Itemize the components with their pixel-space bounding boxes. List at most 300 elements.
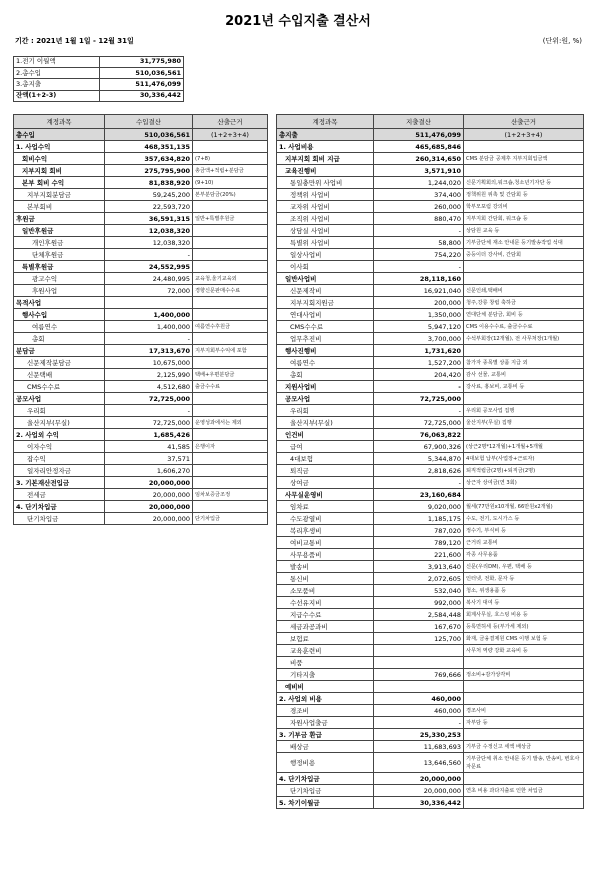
basis-cell: 신문(우리DM), 우편, 택배 등	[464, 561, 584, 573]
amount-cell: 1,685,426	[105, 429, 193, 441]
table-row	[277, 585, 584, 597]
amount-cell: 357,634,820	[105, 153, 193, 165]
basis-cell: 강사료, 홍보비, 교통비 등	[464, 381, 584, 393]
table-row	[277, 369, 584, 381]
table-row	[14, 381, 268, 393]
table-row	[277, 201, 584, 213]
table-row	[14, 201, 268, 213]
table-row	[14, 309, 268, 321]
table-row	[277, 153, 584, 165]
basis-cell: 정책위원 위촉 및 간담회 등	[464, 189, 584, 201]
account-cell: 회비수익	[14, 153, 105, 165]
basis-cell	[193, 237, 268, 249]
basis-cell	[193, 405, 268, 417]
basis-cell	[193, 501, 268, 513]
account-cell: 업무추진비	[277, 333, 374, 345]
amount-cell: 1,244,020	[374, 177, 464, 189]
table-header-row	[14, 115, 268, 129]
account-cell: 자원사업출금	[277, 717, 374, 729]
amount-cell: 260,000	[374, 201, 464, 213]
table-row	[14, 429, 268, 441]
account-cell: 세금과공과비	[277, 621, 374, 633]
amount-cell: 10,675,000	[105, 357, 193, 369]
table-row	[14, 68, 184, 79]
amount-cell: 2,818,626	[374, 465, 464, 477]
amount-cell: 221,600	[374, 549, 464, 561]
basis-cell: 정수기, 부식비 등	[464, 525, 584, 537]
basis-cell	[193, 225, 268, 237]
basis-cell	[193, 141, 268, 153]
account-cell: 지부지회지원금	[277, 297, 374, 309]
amount-cell: 20,000,000	[374, 785, 464, 797]
account-cell: 신문제작비	[277, 285, 374, 297]
amount-cell: 20,000,000	[105, 513, 193, 525]
basis-cell: 등록면허세 등(부가세 제외)	[464, 621, 584, 633]
account-cell: CMS수수료	[14, 381, 105, 393]
basis-cell: 청소, 위생용품 등	[464, 585, 584, 597]
amount-cell: 1,400,000	[105, 321, 193, 333]
amount-cell: -	[105, 405, 193, 417]
amount-cell: 25,330,253	[374, 729, 464, 741]
table-row	[14, 441, 268, 453]
amount-cell: 3,700,000	[374, 333, 464, 345]
basis-cell: 퇴직적립금(2명)+퇴직금(2명)	[464, 465, 584, 477]
basis-cell: 정소비+감가상각비	[464, 669, 584, 681]
table-row	[277, 501, 584, 513]
amount-cell: 37,571	[105, 453, 193, 465]
table-row	[277, 405, 584, 417]
basis-cell: 은행이자	[193, 441, 268, 453]
table-row	[277, 237, 584, 249]
account-cell: 교육훈련비	[277, 645, 374, 657]
table-row	[277, 273, 584, 285]
account-cell: 지부지회 회비	[14, 165, 105, 177]
basis-cell	[464, 393, 584, 405]
column-header: 산출근거	[464, 115, 584, 129]
account-cell: 교자위 사업비	[277, 201, 374, 213]
table-row	[277, 693, 584, 705]
table-row	[277, 657, 584, 669]
basis-cell: 지부지회부수익에 포함	[193, 345, 268, 357]
table-row	[277, 417, 584, 429]
amount-cell: 11,683,693	[374, 741, 464, 753]
account-cell: 2. 사업외 비용	[277, 693, 374, 705]
basis-cell: 수도, 전기, 도시가스 등	[464, 513, 584, 525]
amount-cell: -	[105, 333, 193, 345]
amount-cell: 460,000	[374, 705, 464, 717]
account-cell: 단체후원금	[14, 249, 105, 261]
account-cell: 총수입	[14, 129, 105, 141]
table-row	[277, 357, 584, 369]
table-row	[14, 501, 268, 513]
column-header: 계정과목	[277, 115, 374, 129]
table-row	[277, 633, 584, 645]
table-row	[14, 369, 268, 381]
summary-amount: 30,336,442	[100, 90, 184, 101]
amount-cell: 374,400	[374, 189, 464, 201]
basis-cell	[193, 201, 268, 213]
basis-cell: 경향신문판매수수료	[193, 285, 268, 297]
amount-cell: 30,336,442	[374, 797, 464, 809]
table-row	[277, 525, 584, 537]
basis-cell	[464, 345, 584, 357]
income-rows	[14, 129, 268, 525]
unit-text: (단위:원, %)	[542, 37, 582, 45]
basis-cell: 기부금단체 취소 안내문 등기 발송, 반송비, 변호사 자문료	[464, 753, 584, 773]
account-cell: 본부회비	[14, 201, 105, 213]
basis-cell: 본부분담금(20%)	[193, 189, 268, 201]
amount-cell: 1,527,200	[374, 357, 464, 369]
table-row	[277, 573, 584, 585]
basis-cell: 연대단체 분담금, 회비 등	[464, 309, 584, 321]
basis-cell: 여름연수후원금	[193, 321, 268, 333]
account-cell: 여름연수	[14, 321, 105, 333]
summary-label: 3.총지출	[14, 79, 100, 90]
amount-cell: 754,220	[374, 249, 464, 261]
account-cell: 후원금	[14, 213, 105, 225]
table-row	[277, 729, 584, 741]
basis-cell	[464, 141, 584, 153]
basis-cell: CMS 분담금 공제후 지부지회입금액	[464, 153, 584, 165]
table-row	[277, 645, 584, 657]
basis-cell: 감사 선물, 교통비	[464, 369, 584, 381]
account-cell: 이자수익	[14, 441, 105, 453]
table-row	[277, 285, 584, 297]
basis-cell	[193, 333, 268, 345]
table-row	[14, 57, 184, 68]
table-row	[14, 177, 268, 189]
period-text: 기간 : 2021년 1월 1일 - 12월 31일	[15, 37, 134, 45]
table-row	[277, 609, 584, 621]
account-cell: CMS수수료	[277, 321, 374, 333]
amount-cell: 72,725,000	[105, 417, 193, 429]
table-row	[277, 597, 584, 609]
column-header: 계정과목	[14, 115, 105, 129]
amount-cell: 36,591,315	[105, 213, 193, 225]
amount-cell: 16,921,040	[374, 285, 464, 297]
amount-cell: 1,350,000	[374, 309, 464, 321]
amount-cell: 532,040	[374, 585, 464, 597]
amount-cell: 9,020,000	[374, 501, 464, 513]
amount-cell: 1,606,270	[105, 465, 193, 477]
account-cell: 4대보험	[277, 453, 374, 465]
amount-cell: 12,038,320	[105, 237, 193, 249]
table-row	[14, 261, 268, 273]
amount-cell: -	[374, 261, 464, 273]
amount-cell: 5,344,870	[374, 453, 464, 465]
amount-cell: 3,913,640	[374, 561, 464, 573]
basis-cell: 상근자 상여금(연 3회)	[464, 477, 584, 489]
table-row	[277, 345, 584, 357]
account-cell: 급여	[277, 441, 374, 453]
basis-cell	[464, 273, 584, 285]
amount-cell: 20,000,000	[105, 489, 193, 501]
table-row	[277, 333, 584, 345]
amount-cell: 24,480,995	[105, 273, 193, 285]
basis-cell: (1+2+3+4)	[193, 129, 268, 141]
amount-cell: 24,552,995	[105, 261, 193, 273]
amount-cell: 5,947,120	[374, 321, 464, 333]
summary-label: 잔액(1+2-3)	[14, 90, 100, 101]
basis-cell: 임차보증금조정	[193, 489, 268, 501]
basis-cell: 총금액+적립+분담금	[193, 165, 268, 177]
account-cell: 분담금	[14, 345, 105, 357]
table-row	[14, 237, 268, 249]
amount-cell: 769,666	[374, 669, 464, 681]
basis-cell	[193, 261, 268, 273]
basis-cell	[464, 693, 584, 705]
table-row	[277, 561, 584, 573]
column-header: 산출근거	[193, 115, 268, 129]
amount-cell	[374, 657, 464, 669]
table-row	[277, 741, 584, 753]
amount-cell: 22,593,720	[105, 201, 193, 213]
table-row	[277, 681, 584, 693]
table-row	[277, 465, 584, 477]
basis-cell	[464, 729, 584, 741]
basis-cell	[464, 261, 584, 273]
basis-cell: 회계사무실, 호스팅 비용 등	[464, 609, 584, 621]
table-row	[14, 453, 268, 465]
table-row	[14, 249, 268, 261]
amount-cell: 510,036,561	[105, 129, 193, 141]
table-row	[277, 189, 584, 201]
amount-cell: -	[374, 381, 464, 393]
table-row	[14, 285, 268, 297]
account-cell: 본부 회비 수익	[14, 177, 105, 189]
amount-cell: -	[374, 717, 464, 729]
basis-cell	[193, 465, 268, 477]
account-cell: 행사진행비	[277, 345, 374, 357]
account-cell: 통신비	[277, 573, 374, 585]
basis-cell: 신문인쇄,택배비	[464, 285, 584, 297]
amount-cell: 2,584,448	[374, 609, 464, 621]
table-row	[14, 489, 268, 501]
account-cell: 지부지회분담금	[14, 189, 105, 201]
table-row	[277, 309, 584, 321]
table-row	[277, 537, 584, 549]
amount-cell: 23,160,684	[374, 489, 464, 501]
account-cell: 조직위 사업비	[277, 213, 374, 225]
account-cell: 일자리안정자금	[14, 465, 105, 477]
basis-cell: 택배+우편분담금	[193, 369, 268, 381]
table-row	[14, 393, 268, 405]
account-cell: 예비비	[277, 681, 374, 693]
basis-cell	[193, 309, 268, 321]
amount-cell: -	[374, 225, 464, 237]
basis-cell: 월세(77만원x10개월, 66만원x2개월)	[464, 501, 584, 513]
account-cell: 특별위 사업비	[277, 237, 374, 249]
table-row	[14, 333, 268, 345]
amount-cell: -	[374, 477, 464, 489]
basis-cell: 기부금단체 재소 안내문 등기발송작업 석대	[464, 237, 584, 249]
basis-cell: 연초 비용 과다지출로 인한 차입금	[464, 785, 584, 797]
table-row	[277, 321, 584, 333]
account-cell: 경조비	[277, 705, 374, 717]
account-cell: 지부지회 회비 지급	[277, 153, 374, 165]
basis-cell: 복사기 대여 등	[464, 597, 584, 609]
amount-cell: 880,470	[374, 213, 464, 225]
amount-cell: 260,314,650	[374, 153, 464, 165]
basis-cell: 교육청,울기교육외	[193, 273, 268, 285]
account-cell: 보험료	[277, 633, 374, 645]
table-row	[277, 797, 584, 809]
table-row	[277, 429, 584, 441]
account-cell: 통일충만위 사업비	[277, 177, 374, 189]
basis-cell	[464, 657, 584, 669]
account-cell: 2. 사업외 수익	[14, 429, 105, 441]
amount-cell: 81,838,920	[105, 177, 193, 189]
account-cell: 여름연수	[277, 357, 374, 369]
page-title: 2021년 수입지출 결산서	[225, 14, 371, 29]
column-header: 지출결산	[374, 115, 464, 129]
basis-cell: 경조사비	[464, 705, 584, 717]
basis-cell: 단기차입금	[193, 513, 268, 525]
table-row	[277, 129, 584, 141]
table-row	[14, 357, 268, 369]
account-cell: 잡수익	[14, 453, 105, 465]
amount-cell: 511,476,099	[374, 129, 464, 141]
account-cell: 신문택배	[14, 369, 105, 381]
amount-cell: 72,725,000	[374, 417, 464, 429]
basis-cell	[464, 773, 584, 785]
amount-cell: 72,000	[105, 285, 193, 297]
account-cell: 공모사업	[14, 393, 105, 405]
amount-cell: 275,795,900	[105, 165, 193, 177]
basis-cell: 중등이더 강사비, 간담회	[464, 249, 584, 261]
table-row	[14, 513, 268, 525]
amount-cell: 787,020	[374, 525, 464, 537]
account-cell: 단기차입금	[277, 785, 374, 797]
table-row	[14, 465, 268, 477]
table-row	[14, 90, 184, 101]
account-cell: 3. 기본재산전입금	[14, 477, 105, 489]
amount-cell: 76,063,822	[374, 429, 464, 441]
basis-cell: 참가자 종목별 상품 지급 외	[464, 357, 584, 369]
account-cell: 퇴직금	[277, 465, 374, 477]
account-cell: 인건비	[277, 429, 374, 441]
table-row	[277, 477, 584, 489]
amount-cell: 2,125,990	[105, 369, 193, 381]
account-cell: 우리회	[14, 405, 105, 417]
summary-label: 1.전기 이월액	[14, 57, 100, 68]
amount-cell: -	[374, 405, 464, 417]
expense-rows	[277, 129, 584, 809]
account-cell: 신문제작분담금	[14, 357, 105, 369]
account-cell: 연대사업비	[277, 309, 374, 321]
table-row	[277, 165, 584, 177]
basis-cell	[464, 489, 584, 501]
summary-amount: 510,036,561	[100, 68, 184, 79]
basis-cell: (상근2명*12개월)+1개월+5개월	[464, 441, 584, 453]
summary-label: 2.총수입	[14, 68, 100, 79]
table-row	[277, 381, 584, 393]
basis-cell: (1+2+3+4)	[464, 129, 584, 141]
amount-cell: 20,000,000	[105, 477, 193, 489]
account-cell: 정책위 사업비	[277, 189, 374, 201]
basis-cell: 4대보험 납부(사업장+근로자)	[464, 453, 584, 465]
account-cell: 전세금	[14, 489, 105, 501]
table-row	[14, 297, 268, 309]
table-row	[14, 321, 268, 333]
account-cell: 소모품비	[277, 585, 374, 597]
basis-cell: 자부담 등	[464, 717, 584, 729]
account-cell: 목적사업	[14, 297, 105, 309]
account-cell: 수도광열비	[277, 513, 374, 525]
basis-cell	[464, 681, 584, 693]
table-row	[277, 453, 584, 465]
table-row	[277, 393, 584, 405]
account-cell: 울산지부(무실)	[14, 417, 105, 429]
amount-cell: 1,731,620	[374, 345, 464, 357]
table-row	[277, 705, 584, 717]
basis-cell: 수석부회장(12개월), 전 사무처장(1개월)	[464, 333, 584, 345]
table-row	[277, 489, 584, 501]
account-cell: 사무용품비	[277, 549, 374, 561]
basis-cell: CMS 이용수수료, 출금수수료	[464, 321, 584, 333]
basis-cell: 신문기획회의,워크숍,청소년기자단 등	[464, 177, 584, 189]
table-row	[277, 669, 584, 681]
account-cell: 우리회	[277, 405, 374, 417]
account-cell: 공모사업	[277, 393, 374, 405]
table-row	[14, 273, 268, 285]
basis-cell	[193, 357, 268, 369]
account-cell: 사무실운영비	[277, 489, 374, 501]
amount-cell	[105, 297, 193, 309]
table-row	[277, 297, 584, 309]
amount-cell: 41,585	[105, 441, 193, 453]
table-row	[277, 249, 584, 261]
account-cell: 일상사업비	[277, 249, 374, 261]
basis-cell	[464, 797, 584, 809]
basis-cell: 울산지부(무실) 집행	[464, 417, 584, 429]
table-row	[277, 621, 584, 633]
basis-cell: 운영성과에서는 제외	[193, 417, 268, 429]
amount-cell: 204,420	[374, 369, 464, 381]
basis-cell: 지부지회 간담회, 워크숍 등	[464, 213, 584, 225]
basis-cell	[193, 477, 268, 489]
account-cell: 행사수입	[14, 309, 105, 321]
amount-cell: 20,000,000	[105, 501, 193, 513]
amount-cell: 789,120	[374, 537, 464, 549]
table-row	[14, 141, 268, 153]
account-cell: 특별후원금	[14, 261, 105, 273]
basis-cell: 상담원 교육 등	[464, 225, 584, 237]
table-row	[14, 213, 268, 225]
table-row	[14, 79, 184, 90]
basis-cell: (7+8)	[193, 153, 268, 165]
table-row	[277, 141, 584, 153]
account-cell: 배상금	[277, 741, 374, 753]
account-cell: 1. 사업비용	[277, 141, 374, 153]
basis-cell: 학부모포럼 강의비	[464, 201, 584, 213]
summary-amount: 31,775,980	[100, 57, 184, 68]
table-row	[277, 213, 584, 225]
amount-cell: 28,118,160	[374, 273, 464, 285]
account-cell: 이사회	[277, 261, 374, 273]
account-cell: 광고수익	[14, 273, 105, 285]
account-cell: 총회	[277, 369, 374, 381]
amount-cell: 167,670	[374, 621, 464, 633]
account-cell: 총지출	[277, 129, 374, 141]
amount-cell: 72,725,000	[105, 393, 193, 405]
amount-cell: 2,072,605	[374, 573, 464, 585]
basis-cell	[193, 297, 268, 309]
account-cell: 단기차입금	[14, 513, 105, 525]
amount-cell: 125,700	[374, 633, 464, 645]
table-row	[277, 441, 584, 453]
table-row	[14, 225, 268, 237]
